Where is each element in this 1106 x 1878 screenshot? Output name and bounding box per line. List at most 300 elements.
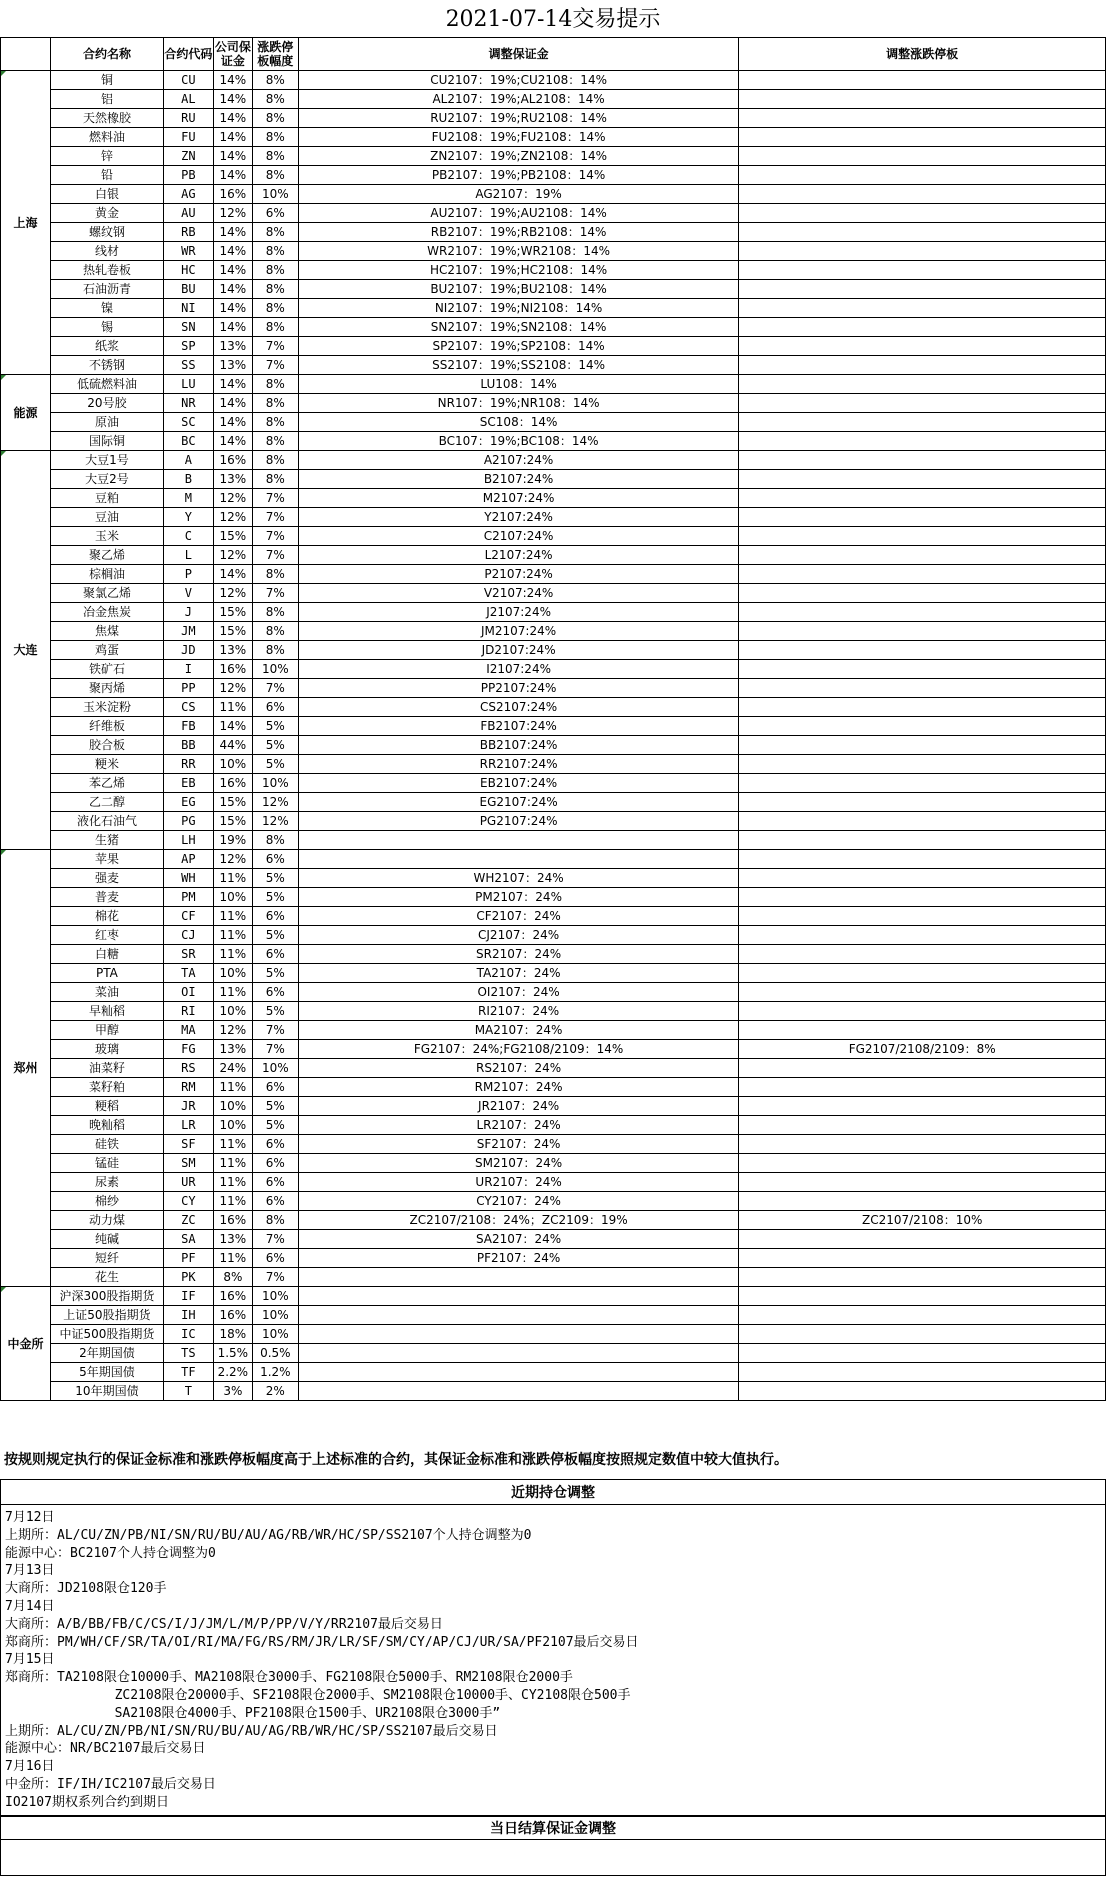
adjusted-limit bbox=[739, 1135, 1106, 1154]
table-row bbox=[1, 242, 1106, 261]
exchange-label: 中金所 bbox=[1, 1287, 51, 1401]
adjusted-margin: BC107：19%;BC108：14% bbox=[298, 432, 739, 451]
company-margin: 19% bbox=[213, 831, 252, 850]
contract-code: SC bbox=[163, 413, 213, 432]
adjusted-limit bbox=[739, 280, 1106, 299]
table-row bbox=[1, 546, 1106, 565]
adjusted-limit bbox=[739, 603, 1106, 622]
adjusted-margin: CY2107：24% bbox=[298, 1192, 739, 1211]
company-margin: 11% bbox=[213, 1078, 252, 1097]
price-limit: 6% bbox=[252, 698, 298, 717]
contract-name: 普麦 bbox=[50, 888, 163, 907]
price-limit: 8% bbox=[252, 451, 298, 470]
company-margin: 18% bbox=[213, 1325, 252, 1344]
company-margin: 16% bbox=[213, 774, 252, 793]
company-margin: 14% bbox=[213, 413, 252, 432]
contract-code: HC bbox=[163, 261, 213, 280]
table-row bbox=[1, 964, 1106, 983]
contract-code: MA bbox=[163, 1021, 213, 1040]
adjusted-margin: RB2107：19%;RB2108：14% bbox=[298, 223, 739, 242]
adjusted-limit bbox=[739, 1382, 1106, 1401]
adjusted-margin: EB2107:24% bbox=[298, 774, 739, 793]
adjusted-margin: JD2107:24% bbox=[298, 641, 739, 660]
adjusted-margin: SA2107：24% bbox=[298, 1230, 739, 1249]
contract-code: FB bbox=[163, 717, 213, 736]
contract-name: 聚乙烯 bbox=[50, 546, 163, 565]
table-row bbox=[1, 660, 1106, 679]
price-limit: 8% bbox=[252, 603, 298, 622]
contract-name: 铜 bbox=[50, 71, 163, 90]
price-limit: 6% bbox=[252, 850, 298, 869]
adjusted-limit bbox=[739, 1021, 1106, 1040]
adjusted-limit bbox=[739, 508, 1106, 527]
table-row bbox=[1, 641, 1106, 660]
contract-name: 聚氯乙烯 bbox=[50, 584, 163, 603]
table-row bbox=[1, 1002, 1106, 1021]
table-row bbox=[1, 1325, 1106, 1344]
contract-name: 铝 bbox=[50, 90, 163, 109]
adjusted-margin: CF2107：24% bbox=[298, 907, 739, 926]
company-margin: 12% bbox=[213, 204, 252, 223]
price-limit: 8% bbox=[252, 90, 298, 109]
adjusted-limit bbox=[739, 527, 1106, 546]
adjusted-limit bbox=[739, 1154, 1106, 1173]
contract-code: T bbox=[163, 1382, 213, 1401]
position-line: 郑商所：PM/WH/CF/SR/TA/OI/RI/MA/FG/RS/RM/JR/LR/SF/SM/CY/AP/CJ/UR/SA/PF2107最后交易日 bbox=[5, 1634, 639, 1650]
position-line: ZC2108限仓20000手、SF2108限仓2000手、SM2108限仓10000手、CY2108限仓500手 bbox=[5, 1687, 631, 1703]
price-limit: 7% bbox=[252, 1268, 298, 1287]
adjusted-margin: EG2107:24% bbox=[298, 793, 739, 812]
position-line: 郑商所：TA2108限仓10000手、MA2108限仓3000手、FG2108限仓5000手、RM2108限仓2000手 bbox=[5, 1670, 573, 1686]
price-limit: 6% bbox=[252, 1135, 298, 1154]
price-limit: 7% bbox=[252, 584, 298, 603]
adjusted-margin: CJ2107：24% bbox=[298, 926, 739, 945]
contract-code: RU bbox=[163, 109, 213, 128]
contract-name: 玉米 bbox=[50, 527, 163, 546]
adjusted-limit bbox=[739, 1097, 1106, 1116]
table-row bbox=[1, 1230, 1106, 1249]
contract-name: 晚籼稻 bbox=[50, 1116, 163, 1135]
price-limit: 7% bbox=[252, 1021, 298, 1040]
position-line: 上期所：AL/CU/ZN/PB/NI/SN/RU/BU/AU/AG/RB/WR/HC/SP/SS2107个人持仓调整为0 bbox=[5, 1527, 532, 1543]
contract-code: TA bbox=[163, 964, 213, 983]
contract-code: BC bbox=[163, 432, 213, 451]
company-margin: 13% bbox=[213, 356, 252, 375]
company-margin: 12% bbox=[213, 1021, 252, 1040]
table-row bbox=[1, 1382, 1106, 1401]
contract-code: C bbox=[163, 527, 213, 546]
position-line: 7月14日 bbox=[5, 1598, 55, 1614]
contract-code: JR bbox=[163, 1097, 213, 1116]
price-limit: 0.5% bbox=[252, 1344, 298, 1363]
table-row bbox=[1, 109, 1106, 128]
settlement-margin-title: 当日结算保证金调整 bbox=[0, 1816, 1106, 1840]
company-margin: 15% bbox=[213, 527, 252, 546]
adjusted-margin: BB2107:24% bbox=[298, 736, 739, 755]
adjusted-margin bbox=[298, 831, 739, 850]
table-row bbox=[1, 1097, 1106, 1116]
header-exchange bbox=[1, 38, 51, 71]
table-row bbox=[1, 774, 1106, 793]
contract-code: PB bbox=[163, 166, 213, 185]
contract-code: SS bbox=[163, 356, 213, 375]
position-line: SA2108限仓4000手、PF2108限仓1500手、UR2108限仓3000手” bbox=[5, 1705, 501, 1721]
company-margin: 14% bbox=[213, 375, 252, 394]
table-row bbox=[1, 204, 1106, 223]
price-limit: 7% bbox=[252, 1230, 298, 1249]
price-limit: 10% bbox=[252, 185, 298, 204]
adjusted-limit bbox=[739, 831, 1106, 850]
price-limit: 8% bbox=[252, 641, 298, 660]
header-adjusted-limit: 调整涨跌停板 bbox=[739, 38, 1106, 71]
contract-code: TS bbox=[163, 1344, 213, 1363]
contract-code: RI bbox=[163, 1002, 213, 1021]
price-limit: 8% bbox=[252, 223, 298, 242]
adjusted-margin: PM2107：24% bbox=[298, 888, 739, 907]
adjusted-margin: RR2107:24% bbox=[298, 755, 739, 774]
contract-name: 冶金焦炭 bbox=[50, 603, 163, 622]
contract-code: BU bbox=[163, 280, 213, 299]
contract-code: AP bbox=[163, 850, 213, 869]
adjusted-margin: LU108：14% bbox=[298, 375, 739, 394]
adjusted-margin: SP2107：19%;SP2108：14% bbox=[298, 337, 739, 356]
table-row bbox=[1, 223, 1106, 242]
adjusted-limit bbox=[739, 375, 1106, 394]
adjusted-limit bbox=[739, 1116, 1106, 1135]
settlement-margin-body bbox=[0, 1840, 1106, 1876]
contract-code: SA bbox=[163, 1230, 213, 1249]
contract-code: SR bbox=[163, 945, 213, 964]
price-limit: 7% bbox=[252, 337, 298, 356]
contract-name: 短纤 bbox=[50, 1249, 163, 1268]
position-line: 能源中心：BC2107个人持仓调整为0 bbox=[5, 1545, 216, 1561]
adjusted-margin: UR2107：24% bbox=[298, 1173, 739, 1192]
price-limit: 5% bbox=[252, 964, 298, 983]
company-margin: 11% bbox=[213, 983, 252, 1002]
position-line: 7月16日 bbox=[5, 1759, 55, 1775]
table-row bbox=[1, 717, 1106, 736]
table-row bbox=[1, 1154, 1106, 1173]
contract-name: 玉米淀粉 bbox=[50, 698, 163, 717]
contract-name: 红枣 bbox=[50, 926, 163, 945]
contract-code: LH bbox=[163, 831, 213, 850]
contract-code: RB bbox=[163, 223, 213, 242]
table-row bbox=[1, 1287, 1106, 1306]
contract-code: PF bbox=[163, 1249, 213, 1268]
adjusted-margin: HC2107：19%;HC2108：14% bbox=[298, 261, 739, 280]
price-limit: 2% bbox=[252, 1382, 298, 1401]
contract-code: TF bbox=[163, 1363, 213, 1382]
table-row bbox=[1, 1116, 1106, 1135]
table-row bbox=[1, 1135, 1106, 1154]
contract-name: 白糖 bbox=[50, 945, 163, 964]
position-line: 能源中心：NR/BC2107最后交易日 bbox=[5, 1741, 206, 1757]
table-row bbox=[1, 166, 1106, 185]
contract-name: 黄金 bbox=[50, 204, 163, 223]
adjusted-limit bbox=[739, 489, 1106, 508]
company-margin: 10% bbox=[213, 1097, 252, 1116]
contract-name: 苯乙烯 bbox=[50, 774, 163, 793]
adjusted-margin: RM2107：24% bbox=[298, 1078, 739, 1097]
adjusted-limit bbox=[739, 318, 1106, 337]
price-limit: 8% bbox=[252, 318, 298, 337]
adjusted-limit bbox=[739, 546, 1106, 565]
contract-name: 铅 bbox=[50, 166, 163, 185]
adjusted-margin: OI2107：24% bbox=[298, 983, 739, 1002]
contract-code: PK bbox=[163, 1268, 213, 1287]
price-limit: 5% bbox=[252, 736, 298, 755]
company-margin: 16% bbox=[213, 1211, 252, 1230]
contract-code: AL bbox=[163, 90, 213, 109]
adjusted-limit bbox=[739, 888, 1106, 907]
company-margin: 16% bbox=[213, 660, 252, 679]
contract-name: 纤维板 bbox=[50, 717, 163, 736]
table-row bbox=[1, 299, 1106, 318]
table-row bbox=[1, 1211, 1106, 1230]
adjusted-margin: PF2107：24% bbox=[298, 1249, 739, 1268]
adjusted-margin: SR2107：24% bbox=[298, 945, 739, 964]
company-margin: 11% bbox=[213, 1135, 252, 1154]
table-row bbox=[1, 413, 1106, 432]
company-margin: 14% bbox=[213, 223, 252, 242]
table-row bbox=[1, 1021, 1106, 1040]
contract-name: 上证50股指期货 bbox=[50, 1306, 163, 1325]
contract-code: OI bbox=[163, 983, 213, 1002]
contract-code: V bbox=[163, 584, 213, 603]
company-margin: 11% bbox=[213, 1192, 252, 1211]
price-limit: 5% bbox=[252, 755, 298, 774]
price-limit: 7% bbox=[252, 489, 298, 508]
adjusted-limit bbox=[739, 679, 1106, 698]
price-limit: 10% bbox=[252, 1059, 298, 1078]
adjusted-margin: M2107:24% bbox=[298, 489, 739, 508]
adjusted-margin: PB2107：19%;PB2108：14% bbox=[298, 166, 739, 185]
table-row bbox=[1, 945, 1106, 964]
contract-code: PG bbox=[163, 812, 213, 831]
adjusted-margin: FU2108：19%;FU2108：14% bbox=[298, 128, 739, 147]
company-margin: 1.5% bbox=[213, 1344, 252, 1363]
table-row bbox=[1, 565, 1106, 584]
contract-code: SN bbox=[163, 318, 213, 337]
contract-code: AU bbox=[163, 204, 213, 223]
company-margin: 13% bbox=[213, 641, 252, 660]
adjusted-margin: SF2107：24% bbox=[298, 1135, 739, 1154]
contract-code: UR bbox=[163, 1173, 213, 1192]
adjusted-limit bbox=[739, 869, 1106, 888]
position-line: 7月12日 bbox=[5, 1510, 55, 1525]
company-margin: 13% bbox=[213, 337, 252, 356]
price-limit: 8% bbox=[252, 831, 298, 850]
contract-code: A bbox=[163, 451, 213, 470]
contract-code: FU bbox=[163, 128, 213, 147]
adjusted-margin: PG2107:24% bbox=[298, 812, 739, 831]
price-limit: 8% bbox=[252, 280, 298, 299]
adjusted-limit bbox=[739, 1002, 1106, 1021]
adjusted-margin: I2107:24% bbox=[298, 660, 739, 679]
adjusted-limit bbox=[739, 204, 1106, 223]
contract-name: 石油沥青 bbox=[50, 280, 163, 299]
contract-name: 粳米 bbox=[50, 755, 163, 774]
rule-note: 按规则规定执行的保证金标准和涨跌停板幅度高于上述标准的合约，其保证金标准和涨跌停板幅度按照规定数值中较大值执行。 bbox=[4, 1452, 788, 1468]
adjusted-limit: ZC2107/2108：10% bbox=[739, 1211, 1106, 1230]
company-margin: 8% bbox=[213, 1268, 252, 1287]
adjusted-margin: P2107:24% bbox=[298, 565, 739, 584]
adjusted-limit bbox=[739, 337, 1106, 356]
exchange-label: 郑州 bbox=[1, 850, 51, 1287]
company-margin: 14% bbox=[213, 147, 252, 166]
contract-code: JM bbox=[163, 622, 213, 641]
company-margin: 13% bbox=[213, 1040, 252, 1059]
company-margin: 15% bbox=[213, 622, 252, 641]
adjusted-limit bbox=[739, 128, 1106, 147]
company-margin: 14% bbox=[213, 261, 252, 280]
adjusted-limit bbox=[739, 413, 1106, 432]
table-row bbox=[1, 337, 1106, 356]
company-margin: 11% bbox=[213, 1154, 252, 1173]
company-margin: 16% bbox=[213, 1287, 252, 1306]
company-margin: 14% bbox=[213, 432, 252, 451]
price-limit: 8% bbox=[252, 622, 298, 641]
contract-code: CJ bbox=[163, 926, 213, 945]
price-limit: 8% bbox=[252, 565, 298, 584]
table-row bbox=[1, 983, 1106, 1002]
adjusted-margin bbox=[298, 850, 739, 869]
adjusted-limit bbox=[739, 793, 1106, 812]
company-margin: 15% bbox=[213, 812, 252, 831]
contract-name: 油菜籽 bbox=[50, 1059, 163, 1078]
adjusted-margin: RI2107：24% bbox=[298, 1002, 739, 1021]
exchange-label: 上海 bbox=[1, 71, 51, 375]
price-limit: 8% bbox=[252, 394, 298, 413]
contract-code: PM bbox=[163, 888, 213, 907]
price-limit: 5% bbox=[252, 1002, 298, 1021]
contract-name: 豆粕 bbox=[50, 489, 163, 508]
contract-code: CS bbox=[163, 698, 213, 717]
contract-name: 强麦 bbox=[50, 869, 163, 888]
adjusted-margin: SC108：14% bbox=[298, 413, 739, 432]
company-margin: 14% bbox=[213, 166, 252, 185]
price-limit: 6% bbox=[252, 945, 298, 964]
adjusted-margin bbox=[298, 1344, 739, 1363]
company-margin: 16% bbox=[213, 451, 252, 470]
contract-name: 铁矿石 bbox=[50, 660, 163, 679]
price-limit: 6% bbox=[252, 1154, 298, 1173]
company-margin: 12% bbox=[213, 489, 252, 508]
header-limit: 涨跌停板幅度 bbox=[252, 38, 298, 71]
price-limit: 8% bbox=[252, 109, 298, 128]
company-margin: 14% bbox=[213, 128, 252, 147]
price-limit: 10% bbox=[252, 660, 298, 679]
adjusted-margin: NR107：19%;NR108：14% bbox=[298, 394, 739, 413]
table-row bbox=[1, 147, 1106, 166]
company-margin: 11% bbox=[213, 907, 252, 926]
company-margin: 14% bbox=[213, 280, 252, 299]
position-adjustment-title: 近期持仓调整 bbox=[0, 1479, 1106, 1505]
contract-name: 锌 bbox=[50, 147, 163, 166]
company-margin: 12% bbox=[213, 546, 252, 565]
adjusted-limit bbox=[739, 641, 1106, 660]
table-row bbox=[1, 698, 1106, 717]
contract-name: 国际铜 bbox=[50, 432, 163, 451]
table-row bbox=[1, 1192, 1106, 1211]
contract-name: 玻璃 bbox=[50, 1040, 163, 1059]
adjusted-limit bbox=[739, 1344, 1106, 1363]
exchange-label: 能源 bbox=[1, 375, 51, 451]
contract-code: RM bbox=[163, 1078, 213, 1097]
adjusted-limit bbox=[739, 1363, 1106, 1382]
company-margin: 3% bbox=[213, 1382, 252, 1401]
contract-code: Y bbox=[163, 508, 213, 527]
contract-name: 5年期国债 bbox=[50, 1363, 163, 1382]
table-row bbox=[1, 736, 1106, 755]
contract-name: 动力煤 bbox=[50, 1211, 163, 1230]
contract-code: CF bbox=[163, 907, 213, 926]
adjusted-margin: SS2107：19%;SS2108：14% bbox=[298, 356, 739, 375]
contract-name: 低硫燃料油 bbox=[50, 375, 163, 394]
table-row bbox=[1, 527, 1106, 546]
price-limit: 8% bbox=[252, 242, 298, 261]
contract-code: B bbox=[163, 470, 213, 489]
adjusted-margin: L2107:24% bbox=[298, 546, 739, 565]
table-row bbox=[1, 850, 1106, 869]
contract-code: L bbox=[163, 546, 213, 565]
price-limit: 6% bbox=[252, 1249, 298, 1268]
adjusted-margin bbox=[298, 1382, 739, 1401]
price-limit: 5% bbox=[252, 1116, 298, 1135]
company-margin: 14% bbox=[213, 90, 252, 109]
contract-code: M bbox=[163, 489, 213, 508]
adjusted-margin: AL2107：19%;AL2108：14% bbox=[298, 90, 739, 109]
contract-code: SP bbox=[163, 337, 213, 356]
contract-name: 天然橡胶 bbox=[50, 109, 163, 128]
contract-code: BB bbox=[163, 736, 213, 755]
contract-name: 聚丙烯 bbox=[50, 679, 163, 698]
company-margin: 11% bbox=[213, 1173, 252, 1192]
contract-name: 大豆1号 bbox=[50, 451, 163, 470]
adjusted-margin: LR2107：24% bbox=[298, 1116, 739, 1135]
adjusted-margin: RU2107：19%;RU2108：14% bbox=[298, 109, 739, 128]
adjusted-limit: FG2107/2108/2109：8% bbox=[739, 1040, 1106, 1059]
contract-name: 菜籽粕 bbox=[50, 1078, 163, 1097]
contract-code: AG bbox=[163, 185, 213, 204]
contract-name: 螺纹钢 bbox=[50, 223, 163, 242]
adjusted-limit bbox=[739, 850, 1106, 869]
price-limit: 8% bbox=[252, 128, 298, 147]
price-limit: 8% bbox=[252, 413, 298, 432]
company-margin: 14% bbox=[213, 242, 252, 261]
contract-code: IF bbox=[163, 1287, 213, 1306]
adjusted-margin: V2107:24% bbox=[298, 584, 739, 603]
contract-name: 棉花 bbox=[50, 907, 163, 926]
position-line: 大商所：A/B/BB/FB/C/CS/I/J/JM/L/M/P/PP/V/Y/RR2107最后交易日 bbox=[5, 1616, 443, 1632]
contract-name: 粳稻 bbox=[50, 1097, 163, 1116]
contract-code: IC bbox=[163, 1325, 213, 1344]
contract-name: 菜油 bbox=[50, 983, 163, 1002]
contract-code: FG bbox=[163, 1040, 213, 1059]
adjusted-limit bbox=[739, 1059, 1106, 1078]
table-row bbox=[1, 1173, 1106, 1192]
adjusted-margin: J2107:24% bbox=[298, 603, 739, 622]
header-code: 合约代码 bbox=[163, 38, 213, 71]
adjusted-margin: TA2107：24% bbox=[298, 964, 739, 983]
adjusted-margin bbox=[298, 1306, 739, 1325]
price-limit: 10% bbox=[252, 1306, 298, 1325]
company-margin: 10% bbox=[213, 888, 252, 907]
company-margin: 12% bbox=[213, 508, 252, 527]
adjusted-limit bbox=[739, 166, 1106, 185]
contract-name: 热轧卷板 bbox=[50, 261, 163, 280]
table-row bbox=[1, 603, 1106, 622]
